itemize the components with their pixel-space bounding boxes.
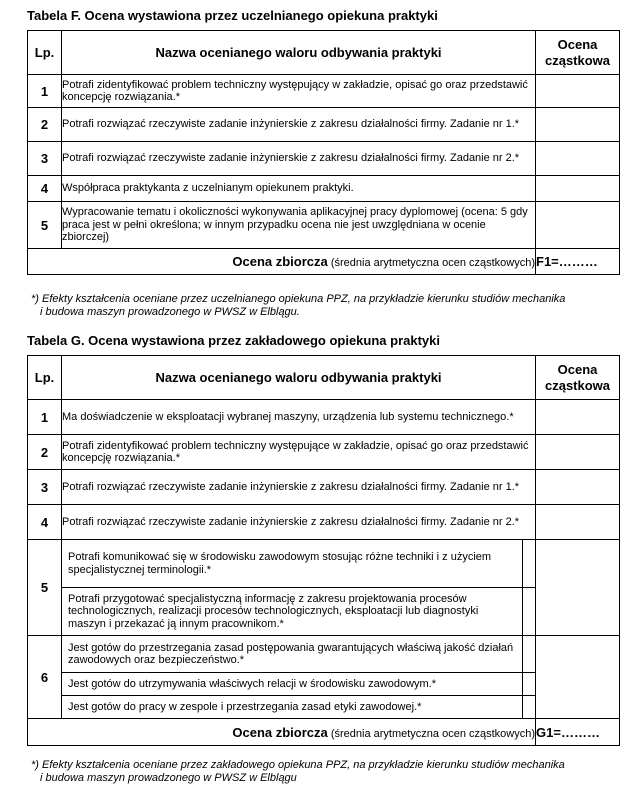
row-description: Potrafi rozwiązać rzeczywiste zadanie inżynierskie z zakresu działalności firmy. Zadanie nr 2.*: [62, 142, 536, 176]
grade-cell[interactable]: [536, 400, 620, 435]
grade-header-line2: cząstkowa: [544, 377, 611, 393]
table-g-caption: Tabela G. Ocena wystawiona przez zakładowego opiekuna praktyki: [27, 333, 440, 348]
table-row: [28, 108, 620, 142]
table-row: [28, 696, 620, 719]
row-description: Potrafi rozwiązać rzeczywiste zadanie inżynierskie z zakresu działalności firmy. Zadanie nr 2.*: [62, 505, 536, 540]
table-row: [28, 470, 620, 505]
grade-cell[interactable]: [536, 176, 620, 202]
row-number: 4: [28, 176, 62, 202]
row-description: Ma doświadczenie w eksploatacji wybranej maszyny, urządzenia lub systemu technicznego.*: [62, 400, 536, 435]
footnote-line: i budowa maszyn prowadzonego w PWSZ w Elblągu: [40, 771, 297, 784]
summary-row: [28, 719, 620, 746]
row-number: 1: [28, 400, 62, 435]
row-description: Współpraca praktykanta z uczelnianym opiekunem praktyki.: [62, 176, 536, 202]
footnote-line: i budowa maszyn prowadzonego w PWSZ w Elblągu.: [40, 305, 300, 318]
sub-item-cell: [523, 696, 536, 719]
table-g: [27, 355, 620, 746]
table-row: [28, 400, 620, 435]
sub-item-description: Jest gotów do utrzymywania właściwych relacji w środowisku zawodowym.*: [62, 673, 523, 696]
grade-cell[interactable]: [536, 540, 620, 636]
row-number: 5: [28, 540, 62, 636]
row-number: 5: [28, 202, 62, 249]
summary-label: [178, 719, 536, 746]
column-header-grade: [536, 356, 620, 400]
column-header-lp: Lp.: [28, 31, 62, 75]
sub-item-description: Jest gotów do przestrzegania zasad postępowania gwarantujących właściwą jakość działań zawodowych oraz bezpieczeństwo.*: [62, 636, 523, 673]
sub-item-cell: [523, 540, 536, 588]
summary-bold: Ocena zbiorcza: [232, 724, 328, 740]
table-row: [28, 673, 620, 696]
row-number: 3: [28, 470, 62, 505]
footnote-line: *) Efekty kształcenia oceniane przez zakładowego opiekuna PPZ, na przykładzie kierunku studiów mechanika: [31, 759, 565, 771]
column-header-lp: Lp.: [28, 356, 62, 400]
grade-cell[interactable]: [536, 75, 620, 108]
row-description: Potrafi zidentyfikować problem techniczny występujący w zakładzie, opisać go oraz przedstawić koncepcję rozwiązania.*: [62, 75, 536, 108]
grade-header-line1: Ocena: [557, 36, 598, 52]
grade-cell[interactable]: [536, 202, 620, 249]
sub-item-cell: [523, 673, 536, 696]
table-row: [28, 588, 620, 636]
row-number: 2: [28, 435, 62, 470]
sub-item-description: Potrafi komunikować się w środowisku zawodowym stosując różne techniki i z użyciem specjalistycznej terminologii.*: [62, 540, 523, 588]
table-f-caption: Tabela F. Ocena wystawiona przez uczelnianego opiekuna praktyki: [27, 8, 438, 23]
summary-value: F1=………: [536, 249, 620, 275]
footnote-line: *) Efekty kształcenia oceniane przez uczelnianego opiekuna PPZ, na przykładzie kierunku studiów mechanika: [31, 293, 566, 305]
row-description: Potrafi rozwiązać rzeczywiste zadanie inżynierskie z zakresu działalności firmy. Zadanie nr 1.*: [62, 470, 536, 505]
summary-rest: (średnia arytmetyczna ocen cząstkowych): [327, 257, 536, 269]
summary-bold: Ocena zbiorcza: [232, 254, 328, 269]
sub-item-cell: [523, 636, 536, 673]
summary-value: G1=………: [536, 719, 620, 746]
row-number: 4: [28, 505, 62, 540]
row-description: Wypracowanie tematu i okoliczności wykonywania aplikacyjnej pracy dyplomowej (ocena: 5 gdy praca jest w pełni określona; w innym przypadku ocena nie jest uwzględniana w ocenie zbiorczej): [62, 202, 536, 249]
column-header-name: Nazwa ocenianego waloru odbywania praktyki: [62, 356, 536, 400]
column-header-name: Nazwa ocenianego waloru odbywania praktyki: [62, 31, 536, 75]
table-row: [28, 142, 620, 176]
table-row: [28, 540, 620, 588]
row-number: 6: [28, 636, 62, 719]
sub-item-cell: [523, 588, 536, 636]
row-number: 2: [28, 108, 62, 142]
summary-row: [28, 249, 620, 275]
sub-item-description: Jest gotów do pracy w zespole i przestrzegania zasad etyki zawodowej.*: [62, 696, 523, 719]
row-description: Potrafi rozwiązać rzeczywiste zadanie inżynierskie z zakresu działalności firmy. Zadanie nr 1.*: [62, 108, 536, 142]
row-number: 1: [28, 75, 62, 108]
table-row: [28, 505, 620, 540]
grade-cell[interactable]: [536, 505, 620, 540]
row-description: Potrafi zidentyfikować problem techniczny występujące w zakładzie, opisać go oraz przedstawić koncepcję rozwiązania.*: [62, 435, 536, 470]
column-header-grade: [536, 31, 620, 75]
summary-label: [178, 249, 536, 275]
grade-cell[interactable]: [536, 142, 620, 176]
table-row: [28, 435, 620, 470]
table-row: [28, 202, 620, 249]
row-number: 3: [28, 142, 62, 176]
table-f: [27, 30, 620, 275]
grade-header-line1: Ocena: [557, 361, 598, 377]
grade-cell[interactable]: [536, 636, 620, 719]
table-row: [28, 636, 620, 673]
table-g-footnote: [31, 759, 565, 784]
grade-cell[interactable]: [536, 470, 620, 505]
summary-rest: (średnia arytmetyczna ocen cząstkowych): [327, 727, 536, 740]
grade-cell[interactable]: [536, 435, 620, 470]
grade-cell[interactable]: [536, 108, 620, 142]
table-row: [28, 176, 620, 202]
table-f-footnote: [31, 293, 565, 318]
grade-header-line2: cząstkowa: [544, 52, 611, 68]
sub-item-description: Potrafi przygotować specjalistyczną informację z zakresu projektowania procesów technologicznych, realizacji procesów technologicznych, eksploatacji lub diagnostyki maszyn i przekazać ją innym pracownikom.*: [62, 588, 523, 636]
table-row: [28, 75, 620, 108]
